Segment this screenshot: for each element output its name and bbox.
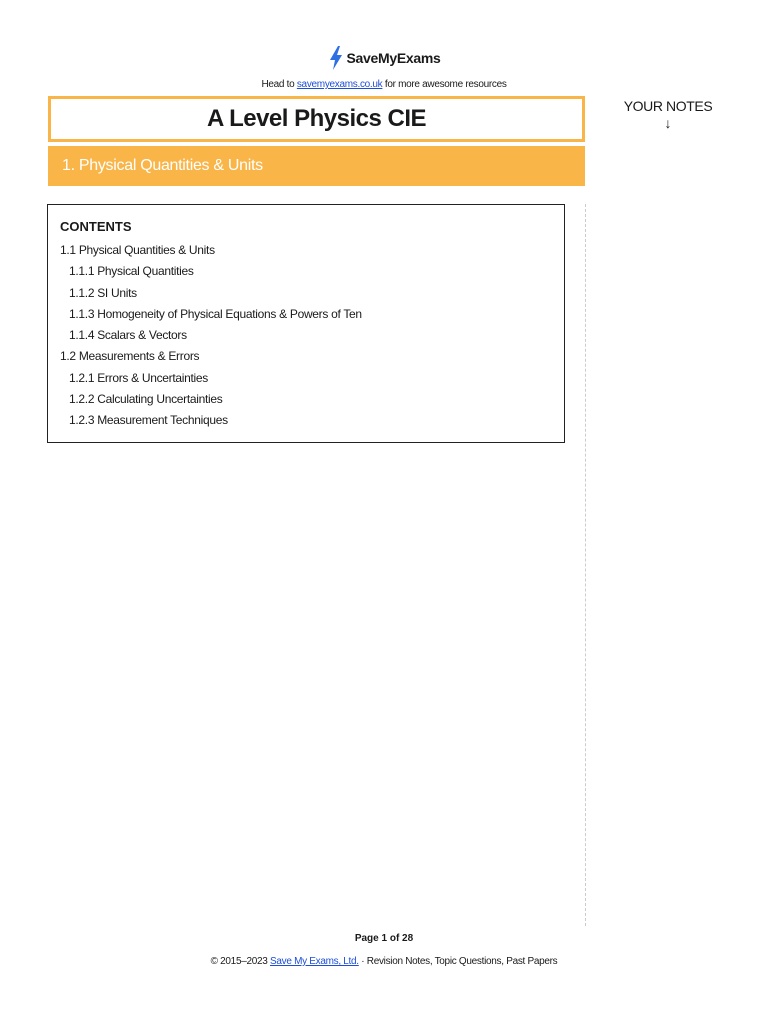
title-box: [48, 96, 585, 142]
page-header: [0, 46, 768, 90]
contents-box: [47, 204, 565, 443]
contents-heading: CONTENTS: [60, 219, 132, 234]
lightning-bolt-icon: [328, 46, 344, 70]
toc-item[interactable]: 1.2.3 Measurement Techniques: [69, 413, 228, 428]
contents-list: [60, 240, 552, 432]
notes-divider: [585, 204, 586, 926]
toc-item[interactable]: 1.2.2 Calculating Uncertainties: [69, 392, 223, 407]
website-link[interactable]: savemyexams.co.uk: [296, 79, 383, 90]
brand-name: SaveMyExams: [346, 50, 441, 66]
toc-item[interactable]: 1.1.3 Homogeneity of Physical Equations & Powers of Ten: [69, 306, 362, 321]
toc-item[interactable]: 1.1.2 SI Units: [69, 285, 137, 300]
your-notes-label: [612, 98, 724, 132]
section-title: 1. Physical Quantities & Units: [62, 157, 263, 174]
document-title: A Level Physics CIE: [206, 105, 427, 132]
section-bar: [48, 146, 585, 186]
arrow-down-icon: ↓: [664, 115, 672, 131]
toc-item[interactable]: 1.1 Physical Quantities & Units: [60, 243, 215, 257]
toc-item[interactable]: 1.2.1 Errors & Uncertainties: [69, 370, 208, 385]
tagline: Head to savemyexams.co.uk for more awesome resources: [261, 79, 507, 90]
notes-label-text: YOUR NOTES: [623, 98, 713, 114]
company-link[interactable]: Save My Exams, Ltd.: [270, 956, 359, 967]
toc-item[interactable]: 1.1.1 Physical Quantities: [69, 264, 194, 279]
copyright-line: © 2015–2023 Save My Exams, Ltd. · Revision Notes, Topic Questions, Past Papers: [210, 956, 558, 967]
page-number: Page 1 of 28: [354, 933, 414, 944]
toc-item[interactable]: 1.1.4 Scalars & Vectors: [69, 328, 187, 343]
toc-item[interactable]: 1.2 Measurements & Errors: [60, 349, 200, 364]
brand-logo[interactable]: [328, 46, 441, 70]
